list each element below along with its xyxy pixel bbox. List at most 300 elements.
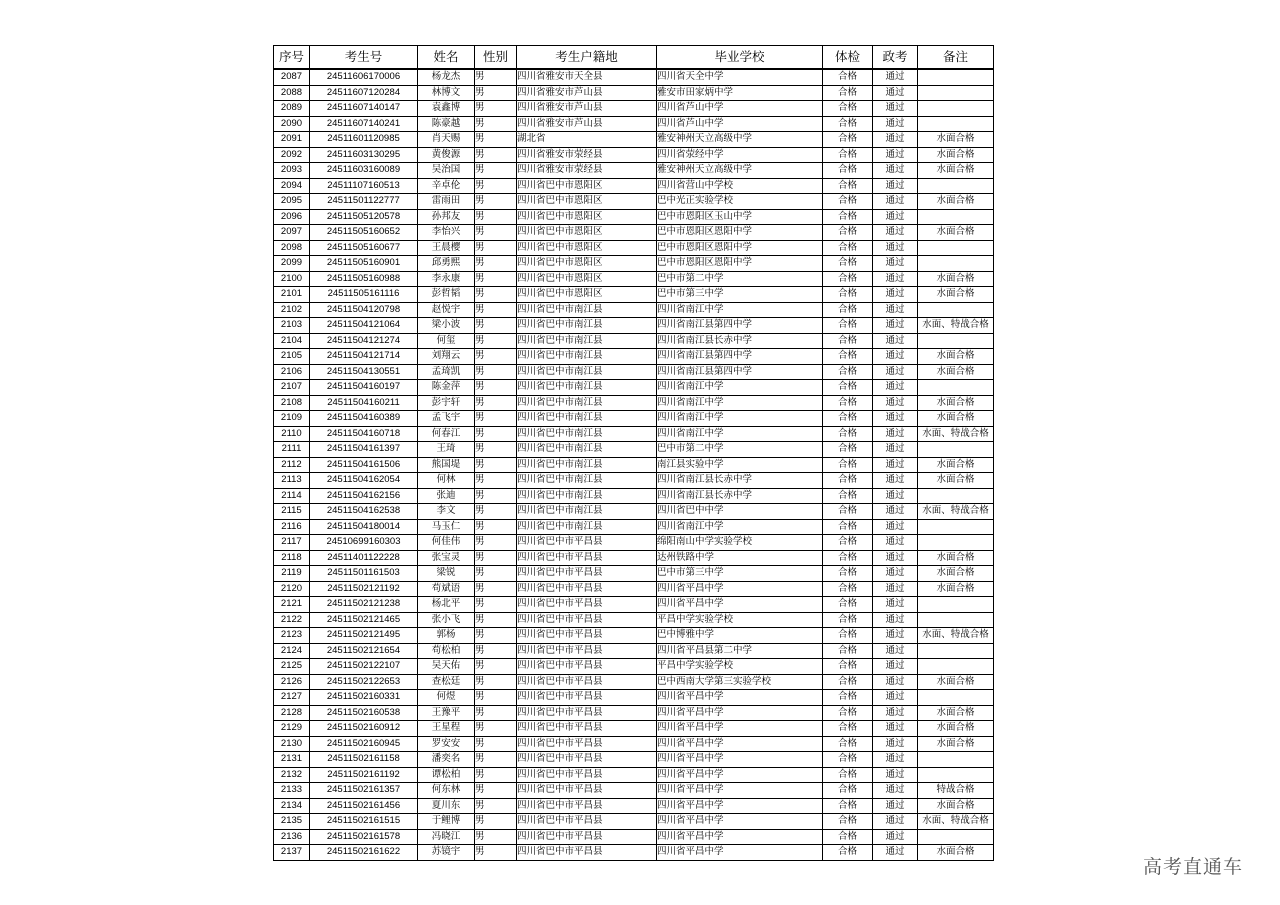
cell-origin: 四川省巴中市平昌县 [517, 798, 657, 814]
cell-seq: 2094 [274, 178, 310, 194]
cell-name: 吴治国 [418, 163, 475, 179]
cell-note: 水面、特战合格 [918, 628, 994, 644]
cell-physical: 合格 [823, 798, 873, 814]
cell-seq: 2097 [274, 225, 310, 241]
cell-name: 何林 [418, 473, 475, 489]
cell-name: 冯晓江 [418, 829, 475, 845]
table-row [274, 442, 994, 458]
cell-seq: 2132 [274, 767, 310, 783]
header-seq: 序号 [274, 46, 310, 70]
cell-school: 四川省荥经中学 [657, 147, 823, 163]
cell-exam-id: 24511505120578 [310, 209, 418, 225]
cell-school: 四川省南江中学 [657, 380, 823, 396]
cell-political: 通过 [873, 519, 918, 535]
cell-seq: 2116 [274, 519, 310, 535]
cell-name: 于鲤博 [418, 814, 475, 830]
cell-physical: 合格 [823, 194, 873, 210]
cell-physical: 合格 [823, 581, 873, 597]
cell-sex: 男 [475, 116, 517, 132]
cell-note: 水面合格 [918, 566, 994, 582]
table-row [274, 628, 994, 644]
cell-origin: 四川省巴中市平昌县 [517, 752, 657, 768]
cell-origin: 四川省雅安市天全县 [517, 69, 657, 85]
cell-exam-id: 24511502121495 [310, 628, 418, 644]
cell-political: 通过 [873, 535, 918, 551]
cell-political: 通过 [873, 566, 918, 582]
cell-physical: 合格 [823, 643, 873, 659]
cell-sex: 男 [475, 147, 517, 163]
cell-name: 李文 [418, 504, 475, 520]
cell-seq: 2090 [274, 116, 310, 132]
cell-exam-id: 24511505160652 [310, 225, 418, 241]
cell-sex: 男 [475, 225, 517, 241]
cell-physical: 合格 [823, 302, 873, 318]
table-row [274, 504, 994, 520]
table-row [274, 674, 994, 690]
cell-note: 水面合格 [918, 225, 994, 241]
cell-exam-id: 24511504121714 [310, 349, 418, 365]
cell-name: 肖天赐 [418, 132, 475, 148]
cell-sex: 男 [475, 132, 517, 148]
cell-note [918, 442, 994, 458]
cell-physical: 合格 [823, 116, 873, 132]
cell-origin: 四川省巴中市恩阳区 [517, 209, 657, 225]
cell-physical: 合格 [823, 395, 873, 411]
cell-physical: 合格 [823, 178, 873, 194]
cell-exam-id: 24511502122107 [310, 659, 418, 675]
cell-exam-id: 24511504180014 [310, 519, 418, 535]
cell-name: 何春江 [418, 426, 475, 442]
cell-note [918, 380, 994, 396]
cell-seq: 2119 [274, 566, 310, 582]
cell-name: 杨龙杰 [418, 69, 475, 85]
cell-origin: 四川省巴中市南江县 [517, 442, 657, 458]
cell-exam-id: 24511502161578 [310, 829, 418, 845]
cell-name: 王豫平 [418, 705, 475, 721]
cell-physical: 合格 [823, 364, 873, 380]
cell-exam-id: 24511502160912 [310, 721, 418, 737]
header-name: 姓名 [418, 46, 475, 70]
cell-origin: 四川省巴中市南江县 [517, 411, 657, 427]
cell-political: 通过 [873, 752, 918, 768]
cell-physical: 合格 [823, 829, 873, 845]
cell-sex: 男 [475, 69, 517, 85]
cell-name: 孟琦凯 [418, 364, 475, 380]
cell-sex: 男 [475, 690, 517, 706]
cell-political: 通过 [873, 240, 918, 256]
cell-sex: 男 [475, 628, 517, 644]
cell-seq: 2129 [274, 721, 310, 737]
cell-exam-id: 24511502161456 [310, 798, 418, 814]
cell-sex: 男 [475, 721, 517, 737]
cell-political: 通过 [873, 814, 918, 830]
cell-school: 绵阳南山中学实验学校 [657, 535, 823, 551]
cell-sex: 男 [475, 457, 517, 473]
cell-exam-id: 24511502161622 [310, 845, 418, 861]
cell-exam-id: 24511505160677 [310, 240, 418, 256]
cell-sex: 男 [475, 504, 517, 520]
table-row [274, 473, 994, 489]
cell-note [918, 240, 994, 256]
header-political: 政考 [873, 46, 918, 70]
cell-origin: 四川省巴中市平昌县 [517, 767, 657, 783]
cell-physical: 合格 [823, 163, 873, 179]
cell-sex: 男 [475, 85, 517, 101]
table-row [274, 132, 994, 148]
cell-name: 王琦 [418, 442, 475, 458]
cell-origin: 四川省巴中市平昌县 [517, 736, 657, 752]
cell-seq: 2103 [274, 318, 310, 334]
cell-school: 四川省平昌中学 [657, 705, 823, 721]
cell-sex: 男 [475, 767, 517, 783]
cell-name: 刘翔云 [418, 349, 475, 365]
cell-sex: 男 [475, 612, 517, 628]
cell-seq: 2110 [274, 426, 310, 442]
cell-sex: 男 [475, 643, 517, 659]
table-row [274, 659, 994, 675]
table-row [274, 535, 994, 551]
table-row [274, 643, 994, 659]
cell-note: 水面合格 [918, 163, 994, 179]
cell-seq: 2136 [274, 829, 310, 845]
cell-political: 通过 [873, 550, 918, 566]
cell-political: 通过 [873, 69, 918, 85]
cell-political: 通过 [873, 643, 918, 659]
cell-name: 罗安安 [418, 736, 475, 752]
cell-political: 通过 [873, 194, 918, 210]
cell-origin: 四川省巴中市平昌县 [517, 550, 657, 566]
cell-seq: 2115 [274, 504, 310, 520]
cell-school: 四川省南江中学 [657, 302, 823, 318]
table-row [274, 519, 994, 535]
cell-name: 雷雨田 [418, 194, 475, 210]
cell-name: 张宝灵 [418, 550, 475, 566]
cell-origin: 四川省巴中市平昌县 [517, 783, 657, 799]
cell-origin: 四川省巴中市平昌县 [517, 690, 657, 706]
cell-political: 通过 [873, 690, 918, 706]
cell-origin: 四川省巴中市平昌县 [517, 597, 657, 613]
cell-exam-id: 24511504160197 [310, 380, 418, 396]
table-row [274, 380, 994, 396]
cell-school: 四川省平昌县第二中学 [657, 643, 823, 659]
cell-exam-id: 24511607140241 [310, 116, 418, 132]
cell-sex: 男 [475, 349, 517, 365]
cell-seq: 2108 [274, 395, 310, 411]
cell-political: 通过 [873, 364, 918, 380]
cell-seq: 2134 [274, 798, 310, 814]
cell-physical: 合格 [823, 240, 873, 256]
cell-school: 巴中市第三中学 [657, 566, 823, 582]
cell-sex: 男 [475, 659, 517, 675]
cell-origin: 四川省巴中市恩阳区 [517, 225, 657, 241]
cell-physical: 合格 [823, 597, 873, 613]
cell-physical: 合格 [823, 318, 873, 334]
cell-political: 通过 [873, 380, 918, 396]
cell-sex: 男 [475, 845, 517, 861]
cell-school: 四川省平昌中学 [657, 581, 823, 597]
cell-physical: 合格 [823, 426, 873, 442]
cell-seq: 2125 [274, 659, 310, 675]
cell-exam-id: 24511504161506 [310, 457, 418, 473]
cell-origin: 四川省巴中市平昌县 [517, 612, 657, 628]
table-row [274, 194, 994, 210]
cell-school: 四川省平昌中学 [657, 721, 823, 737]
cell-exam-id: 24511502121465 [310, 612, 418, 628]
cell-political: 通过 [873, 271, 918, 287]
table-row [274, 178, 994, 194]
cell-origin: 四川省巴中市南江县 [517, 504, 657, 520]
cell-sex: 男 [475, 581, 517, 597]
cell-name: 苏镜宇 [418, 845, 475, 861]
cell-note: 水面合格 [918, 581, 994, 597]
table-row [274, 814, 994, 830]
cell-seq: 2112 [274, 457, 310, 473]
cell-name: 赵悦宇 [418, 302, 475, 318]
table-row [274, 116, 994, 132]
cell-school: 巴中市第二中学 [657, 442, 823, 458]
cell-note: 水面、特战合格 [918, 504, 994, 520]
cell-school: 四川省芦山中学 [657, 101, 823, 117]
cell-seq: 2130 [274, 736, 310, 752]
cell-school: 四川省南江中学 [657, 426, 823, 442]
cell-sex: 男 [475, 535, 517, 551]
header-sex: 性别 [475, 46, 517, 70]
cell-note: 水面、特战合格 [918, 814, 994, 830]
cell-name: 彭哲韬 [418, 287, 475, 303]
cell-note: 水面合格 [918, 194, 994, 210]
cell-exam-id: 24511607120284 [310, 85, 418, 101]
cell-political: 通过 [873, 225, 918, 241]
cell-exam-id: 24511504130551 [310, 364, 418, 380]
cell-school: 四川省平昌中学 [657, 690, 823, 706]
cell-sex: 男 [475, 442, 517, 458]
cell-exam-id: 24511502161192 [310, 767, 418, 783]
cell-political: 通过 [873, 302, 918, 318]
cell-school: 四川省平昌中学 [657, 752, 823, 768]
cell-origin: 四川省巴中市平昌县 [517, 721, 657, 737]
cell-seq: 2122 [274, 612, 310, 628]
cell-sex: 男 [475, 814, 517, 830]
table-row [274, 209, 994, 225]
table-row [274, 690, 994, 706]
cell-physical: 合格 [823, 690, 873, 706]
cell-note: 水面合格 [918, 411, 994, 427]
cell-physical: 合格 [823, 411, 873, 427]
cell-seq: 2105 [274, 349, 310, 365]
cell-school: 巴中博雅中学 [657, 628, 823, 644]
cell-note [918, 767, 994, 783]
cell-physical: 合格 [823, 209, 873, 225]
cell-seq: 2117 [274, 535, 310, 551]
cell-note [918, 519, 994, 535]
cell-note [918, 612, 994, 628]
cell-exam-id: 24511502121238 [310, 597, 418, 613]
cell-origin: 四川省巴中市恩阳区 [517, 178, 657, 194]
table-row [274, 256, 994, 272]
table-row [274, 69, 994, 85]
cell-school: 平昌中学实验学校 [657, 659, 823, 675]
cell-political: 通过 [873, 116, 918, 132]
cell-seq: 2093 [274, 163, 310, 179]
cell-sex: 男 [475, 178, 517, 194]
cell-origin: 四川省巴中市南江县 [517, 426, 657, 442]
cell-origin: 四川省巴中市南江县 [517, 473, 657, 489]
cell-political: 通过 [873, 659, 918, 675]
cell-sex: 男 [475, 411, 517, 427]
header-exam-id: 考生号 [310, 46, 418, 70]
cell-origin: 四川省巴中市南江县 [517, 318, 657, 334]
cell-sex: 男 [475, 256, 517, 272]
cell-school: 四川省南江县长赤中学 [657, 473, 823, 489]
cell-seq: 2089 [274, 101, 310, 117]
cell-political: 通过 [873, 783, 918, 799]
cell-note [918, 643, 994, 659]
cell-name: 邱勇熙 [418, 256, 475, 272]
cell-school: 四川省平昌中学 [657, 829, 823, 845]
table-row [274, 426, 994, 442]
table-row [274, 302, 994, 318]
header-note: 备注 [918, 46, 994, 70]
cell-school: 四川省南江县第四中学 [657, 318, 823, 334]
cell-political: 通过 [873, 767, 918, 783]
table-row [274, 550, 994, 566]
cell-note: 水面合格 [918, 550, 994, 566]
cell-school: 巴中市恩阳区恩阳中学 [657, 256, 823, 272]
cell-school: 巴中市恩阳区玉山中学 [657, 209, 823, 225]
cell-sex: 男 [475, 194, 517, 210]
cell-political: 通过 [873, 395, 918, 411]
cell-school: 四川省平昌中学 [657, 767, 823, 783]
cell-sex: 男 [475, 550, 517, 566]
cell-physical: 合格 [823, 504, 873, 520]
cell-physical: 合格 [823, 814, 873, 830]
cell-name: 谭松柏 [418, 767, 475, 783]
cell-exam-id: 24511502121192 [310, 581, 418, 597]
cell-political: 通过 [873, 318, 918, 334]
cell-sex: 男 [475, 395, 517, 411]
cell-exam-id: 24511504162054 [310, 473, 418, 489]
cell-origin: 四川省巴中市平昌县 [517, 643, 657, 659]
cell-physical: 合格 [823, 535, 873, 551]
cell-seq: 2107 [274, 380, 310, 396]
cell-exam-id: 24511504162538 [310, 504, 418, 520]
cell-seq: 2095 [274, 194, 310, 210]
admission-table [273, 45, 994, 861]
cell-exam-id: 24511502160945 [310, 736, 418, 752]
cell-name: 熊国堤 [418, 457, 475, 473]
cell-political: 通过 [873, 581, 918, 597]
cell-name: 梁锐 [418, 566, 475, 582]
cell-exam-id: 24511501161503 [310, 566, 418, 582]
cell-seq: 2120 [274, 581, 310, 597]
cell-name: 何佳伟 [418, 535, 475, 551]
cell-origin: 四川省巴中市恩阳区 [517, 256, 657, 272]
cell-origin: 四川省巴中市平昌县 [517, 674, 657, 690]
cell-political: 通过 [873, 147, 918, 163]
cell-exam-id: 24511505160901 [310, 256, 418, 272]
cell-name: 辛卓伦 [418, 178, 475, 194]
cell-seq: 2098 [274, 240, 310, 256]
cell-physical: 合格 [823, 674, 873, 690]
cell-school: 南江县实验中学 [657, 457, 823, 473]
cell-origin: 四川省巴中市南江县 [517, 380, 657, 396]
cell-name: 王晨樱 [418, 240, 475, 256]
cell-political: 通过 [873, 101, 918, 117]
cell-note [918, 333, 994, 349]
cell-school: 平昌中学实验学校 [657, 612, 823, 628]
cell-physical: 合格 [823, 271, 873, 287]
cell-political: 通过 [873, 798, 918, 814]
cell-sex: 男 [475, 519, 517, 535]
cell-political: 通过 [873, 442, 918, 458]
cell-physical: 合格 [823, 457, 873, 473]
cell-school: 雅安神州天立高级中学 [657, 132, 823, 148]
cell-note: 水面合格 [918, 798, 994, 814]
cell-note: 水面合格 [918, 364, 994, 380]
cell-physical: 合格 [823, 132, 873, 148]
cell-school: 巴中市恩阳区恩阳中学 [657, 240, 823, 256]
cell-note [918, 752, 994, 768]
cell-name: 苟松柏 [418, 643, 475, 659]
cell-sex: 男 [475, 426, 517, 442]
cell-physical: 合格 [823, 721, 873, 737]
cell-name: 孙邦友 [418, 209, 475, 225]
cell-seq: 2124 [274, 643, 310, 659]
cell-origin: 四川省巴中市恩阳区 [517, 194, 657, 210]
cell-note: 水面合格 [918, 473, 994, 489]
cell-physical: 合格 [823, 612, 873, 628]
cell-political: 通过 [873, 333, 918, 349]
cell-sex: 男 [475, 101, 517, 117]
cell-exam-id: 24511505161116 [310, 287, 418, 303]
cell-school: 雅安市田家炳中学 [657, 85, 823, 101]
cell-seq: 2087 [274, 69, 310, 85]
cell-sex: 男 [475, 798, 517, 814]
cell-note [918, 535, 994, 551]
cell-origin: 四川省巴中市南江县 [517, 349, 657, 365]
cell-exam-id: 24511504161397 [310, 442, 418, 458]
cell-note [918, 302, 994, 318]
cell-exam-id: 24511502160538 [310, 705, 418, 721]
cell-school: 巴中市第二中学 [657, 271, 823, 287]
cell-exam-id: 24511504121274 [310, 333, 418, 349]
cell-seq: 2128 [274, 705, 310, 721]
cell-name: 郭杨 [418, 628, 475, 644]
cell-school: 四川省南江中学 [657, 395, 823, 411]
cell-note [918, 178, 994, 194]
table-row [274, 411, 994, 427]
table-row [274, 767, 994, 783]
cell-origin: 四川省巴中市平昌县 [517, 535, 657, 551]
table-header-row [274, 46, 994, 70]
cell-name: 李怡兴 [418, 225, 475, 241]
header-physical: 体检 [823, 46, 873, 70]
cell-school: 四川省平昌中学 [657, 783, 823, 799]
cell-note: 水面合格 [918, 721, 994, 737]
cell-note: 水面合格 [918, 349, 994, 365]
cell-origin: 四川省雅安市荥经县 [517, 163, 657, 179]
cell-name: 陈豪越 [418, 116, 475, 132]
cell-sex: 男 [475, 674, 517, 690]
table-row [274, 736, 994, 752]
cell-seq: 2131 [274, 752, 310, 768]
cell-school: 巴中市恩阳区恩阳中学 [657, 225, 823, 241]
cell-note: 水面合格 [918, 395, 994, 411]
cell-physical: 合格 [823, 473, 873, 489]
cell-physical: 合格 [823, 225, 873, 241]
cell-name: 何煜 [418, 690, 475, 706]
cell-sex: 男 [475, 380, 517, 396]
